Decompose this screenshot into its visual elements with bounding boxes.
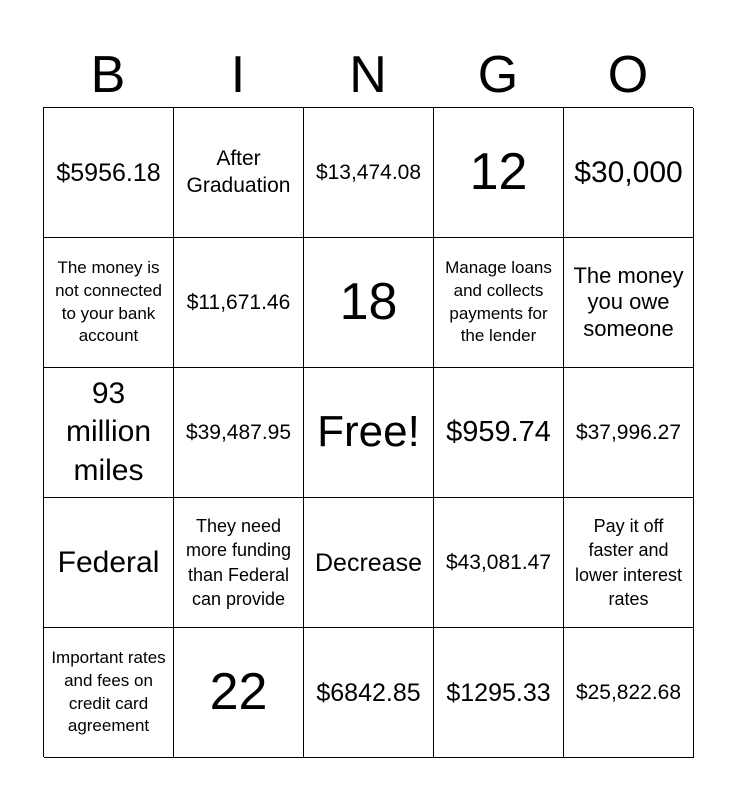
bingo-cell-text: $39,487.95 <box>185 420 292 444</box>
bingo-cell-text: $11,671.46 <box>186 290 291 314</box>
bingo-cell[interactable] <box>564 628 694 758</box>
bingo-cell-text: $6842.85 <box>316 678 421 707</box>
bingo-cell[interactable] <box>44 628 174 758</box>
bingo-cell-text: $25,822.68 <box>575 680 682 704</box>
bingo-cell[interactable] <box>304 238 434 368</box>
bingo-cell[interactable] <box>44 368 174 498</box>
bingo-cell[interactable] <box>434 628 564 758</box>
bingo-cell-text: Free! <box>317 407 420 457</box>
bingo-cell-text: 18 <box>339 272 398 331</box>
header-letter-n: N <box>349 46 387 104</box>
bingo-cell-text: Manage loans and collects payments for the lender <box>445 257 552 346</box>
free-space-cell[interactable] <box>304 368 434 498</box>
bingo-cell-text: 93 million miles <box>65 376 152 487</box>
bingo-cell-text: $30,000 <box>574 155 683 189</box>
bingo-cell-text: The money is not connected to your bank account <box>55 257 162 346</box>
bingo-cell-text: Important rates and fees on credit card agreement <box>51 647 166 736</box>
bingo-cell-text: The money you owe someone <box>573 262 684 341</box>
bingo-cell-text: Pay it off faster and lower interest rates <box>574 515 683 609</box>
bingo-cell-text: $43,081.47 <box>445 550 552 574</box>
bingo-cell-text: 22 <box>209 662 268 721</box>
bingo-cell-text: Decrease <box>315 548 422 577</box>
bingo-cell-text: $13,474.08 <box>315 160 422 184</box>
bingo-cell[interactable] <box>564 368 694 498</box>
bingo-cell[interactable] <box>44 108 174 238</box>
header-letter-g: G <box>477 46 519 104</box>
bingo-cell[interactable] <box>44 498 174 628</box>
bingo-cell-text: $1295.33 <box>446 678 551 707</box>
bingo-cell[interactable] <box>434 238 564 368</box>
bingo-cell[interactable] <box>174 368 304 498</box>
bingo-cell[interactable] <box>564 238 694 368</box>
bingo-cell[interactable] <box>564 108 694 238</box>
bingo-cell[interactable] <box>44 238 174 368</box>
bingo-cell[interactable] <box>434 368 564 498</box>
bingo-cell[interactable] <box>304 498 434 628</box>
bingo-cell[interactable] <box>174 628 304 758</box>
bingo-header <box>43 44 693 106</box>
bingo-cell[interactable] <box>174 238 304 368</box>
bingo-cell[interactable] <box>564 498 694 628</box>
bingo-board <box>43 107 693 757</box>
bingo-cell[interactable] <box>304 628 434 758</box>
header-letter-o: O <box>607 46 649 104</box>
bingo-cell-text: $959.74 <box>446 416 551 449</box>
bingo-cell[interactable] <box>304 108 434 238</box>
bingo-cell[interactable] <box>434 108 564 238</box>
header-letter-i: I <box>230 46 246 104</box>
bingo-cell-text: After Graduation <box>186 147 291 197</box>
bingo-cell-text: $37,996.27 <box>575 420 682 444</box>
bingo-cell-text: They need more funding than Federal can provide <box>185 515 292 609</box>
bingo-cell-text: 12 <box>469 142 528 201</box>
bingo-cell-text: Federal <box>57 545 160 579</box>
header-letter-b: B <box>90 46 126 104</box>
bingo-cell-text: $5956.18 <box>56 158 161 187</box>
bingo-cell[interactable] <box>434 498 564 628</box>
bingo-cell[interactable] <box>174 498 304 628</box>
bingo-cell[interactable] <box>174 108 304 238</box>
